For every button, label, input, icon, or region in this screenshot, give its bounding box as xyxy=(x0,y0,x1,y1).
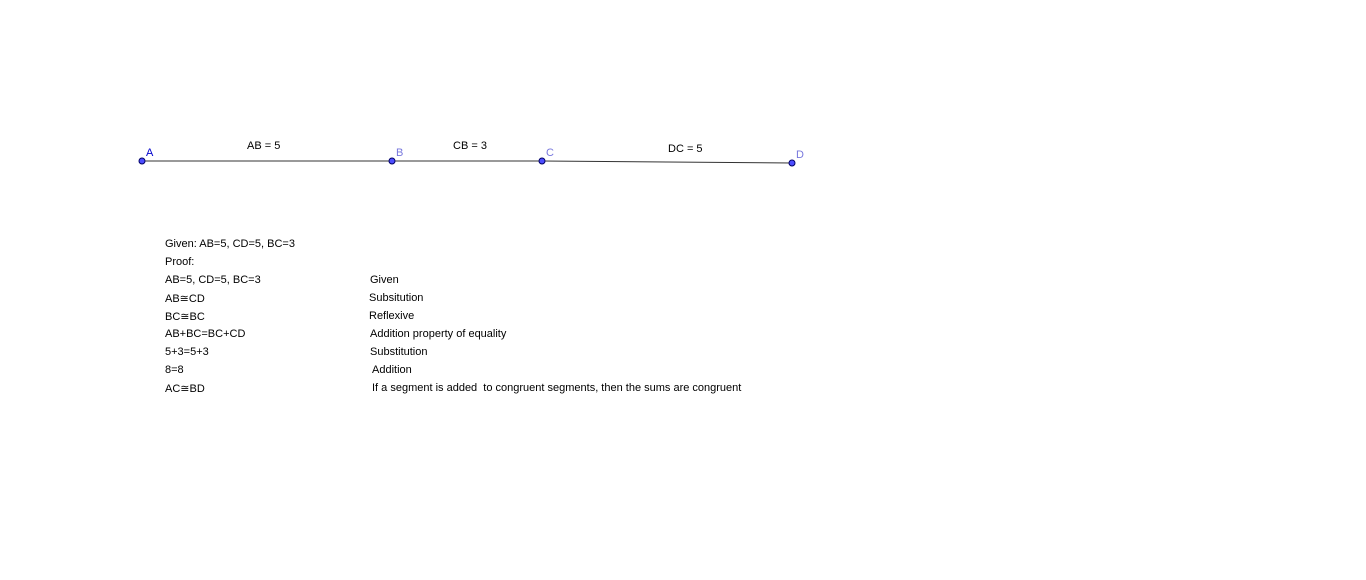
measure-dc: DC = 5 xyxy=(668,143,703,155)
point-d[interactable] xyxy=(789,160,795,166)
proof-reason: Addition property of equality xyxy=(370,328,507,340)
point-a[interactable] xyxy=(139,158,145,164)
proof-statement: AB≅CD xyxy=(165,293,205,305)
proof-reason: Reflexive xyxy=(369,310,415,322)
given-text: Given: AB=5, CD=5, BC=3 xyxy=(165,238,295,250)
point-label-a: A xyxy=(146,147,154,159)
measure-cb: CB = 3 xyxy=(453,140,487,152)
measure-ab: AB = 5 xyxy=(247,140,281,152)
proof-statement: BC≅BC xyxy=(165,311,205,323)
point-label-b: B xyxy=(396,147,404,159)
proof-reason: Addition xyxy=(372,364,412,376)
point-label-c: C xyxy=(546,147,554,159)
proof-reason: Subsitution xyxy=(369,292,424,304)
proof-reason: Given xyxy=(370,274,399,286)
proof-statement: AB=5, CD=5, BC=3 xyxy=(165,274,261,286)
point-b[interactable] xyxy=(389,158,395,164)
segment-cd[interactable] xyxy=(542,161,792,163)
point-c[interactable] xyxy=(539,158,545,164)
proof-title: Proof: xyxy=(165,256,195,268)
point-label-d: D xyxy=(796,149,804,161)
proof-statement: 8=8 xyxy=(165,364,184,376)
proof-reason: Substitution xyxy=(370,346,428,358)
proof-statement: 5+3=5+3 xyxy=(165,346,209,358)
proof-statement: AC≅BD xyxy=(165,383,205,395)
proof-reason: If a segment is added to congruent segments, then the sums are congruent xyxy=(372,382,742,394)
proof-statement: AB+BC=BC+CD xyxy=(165,328,246,340)
